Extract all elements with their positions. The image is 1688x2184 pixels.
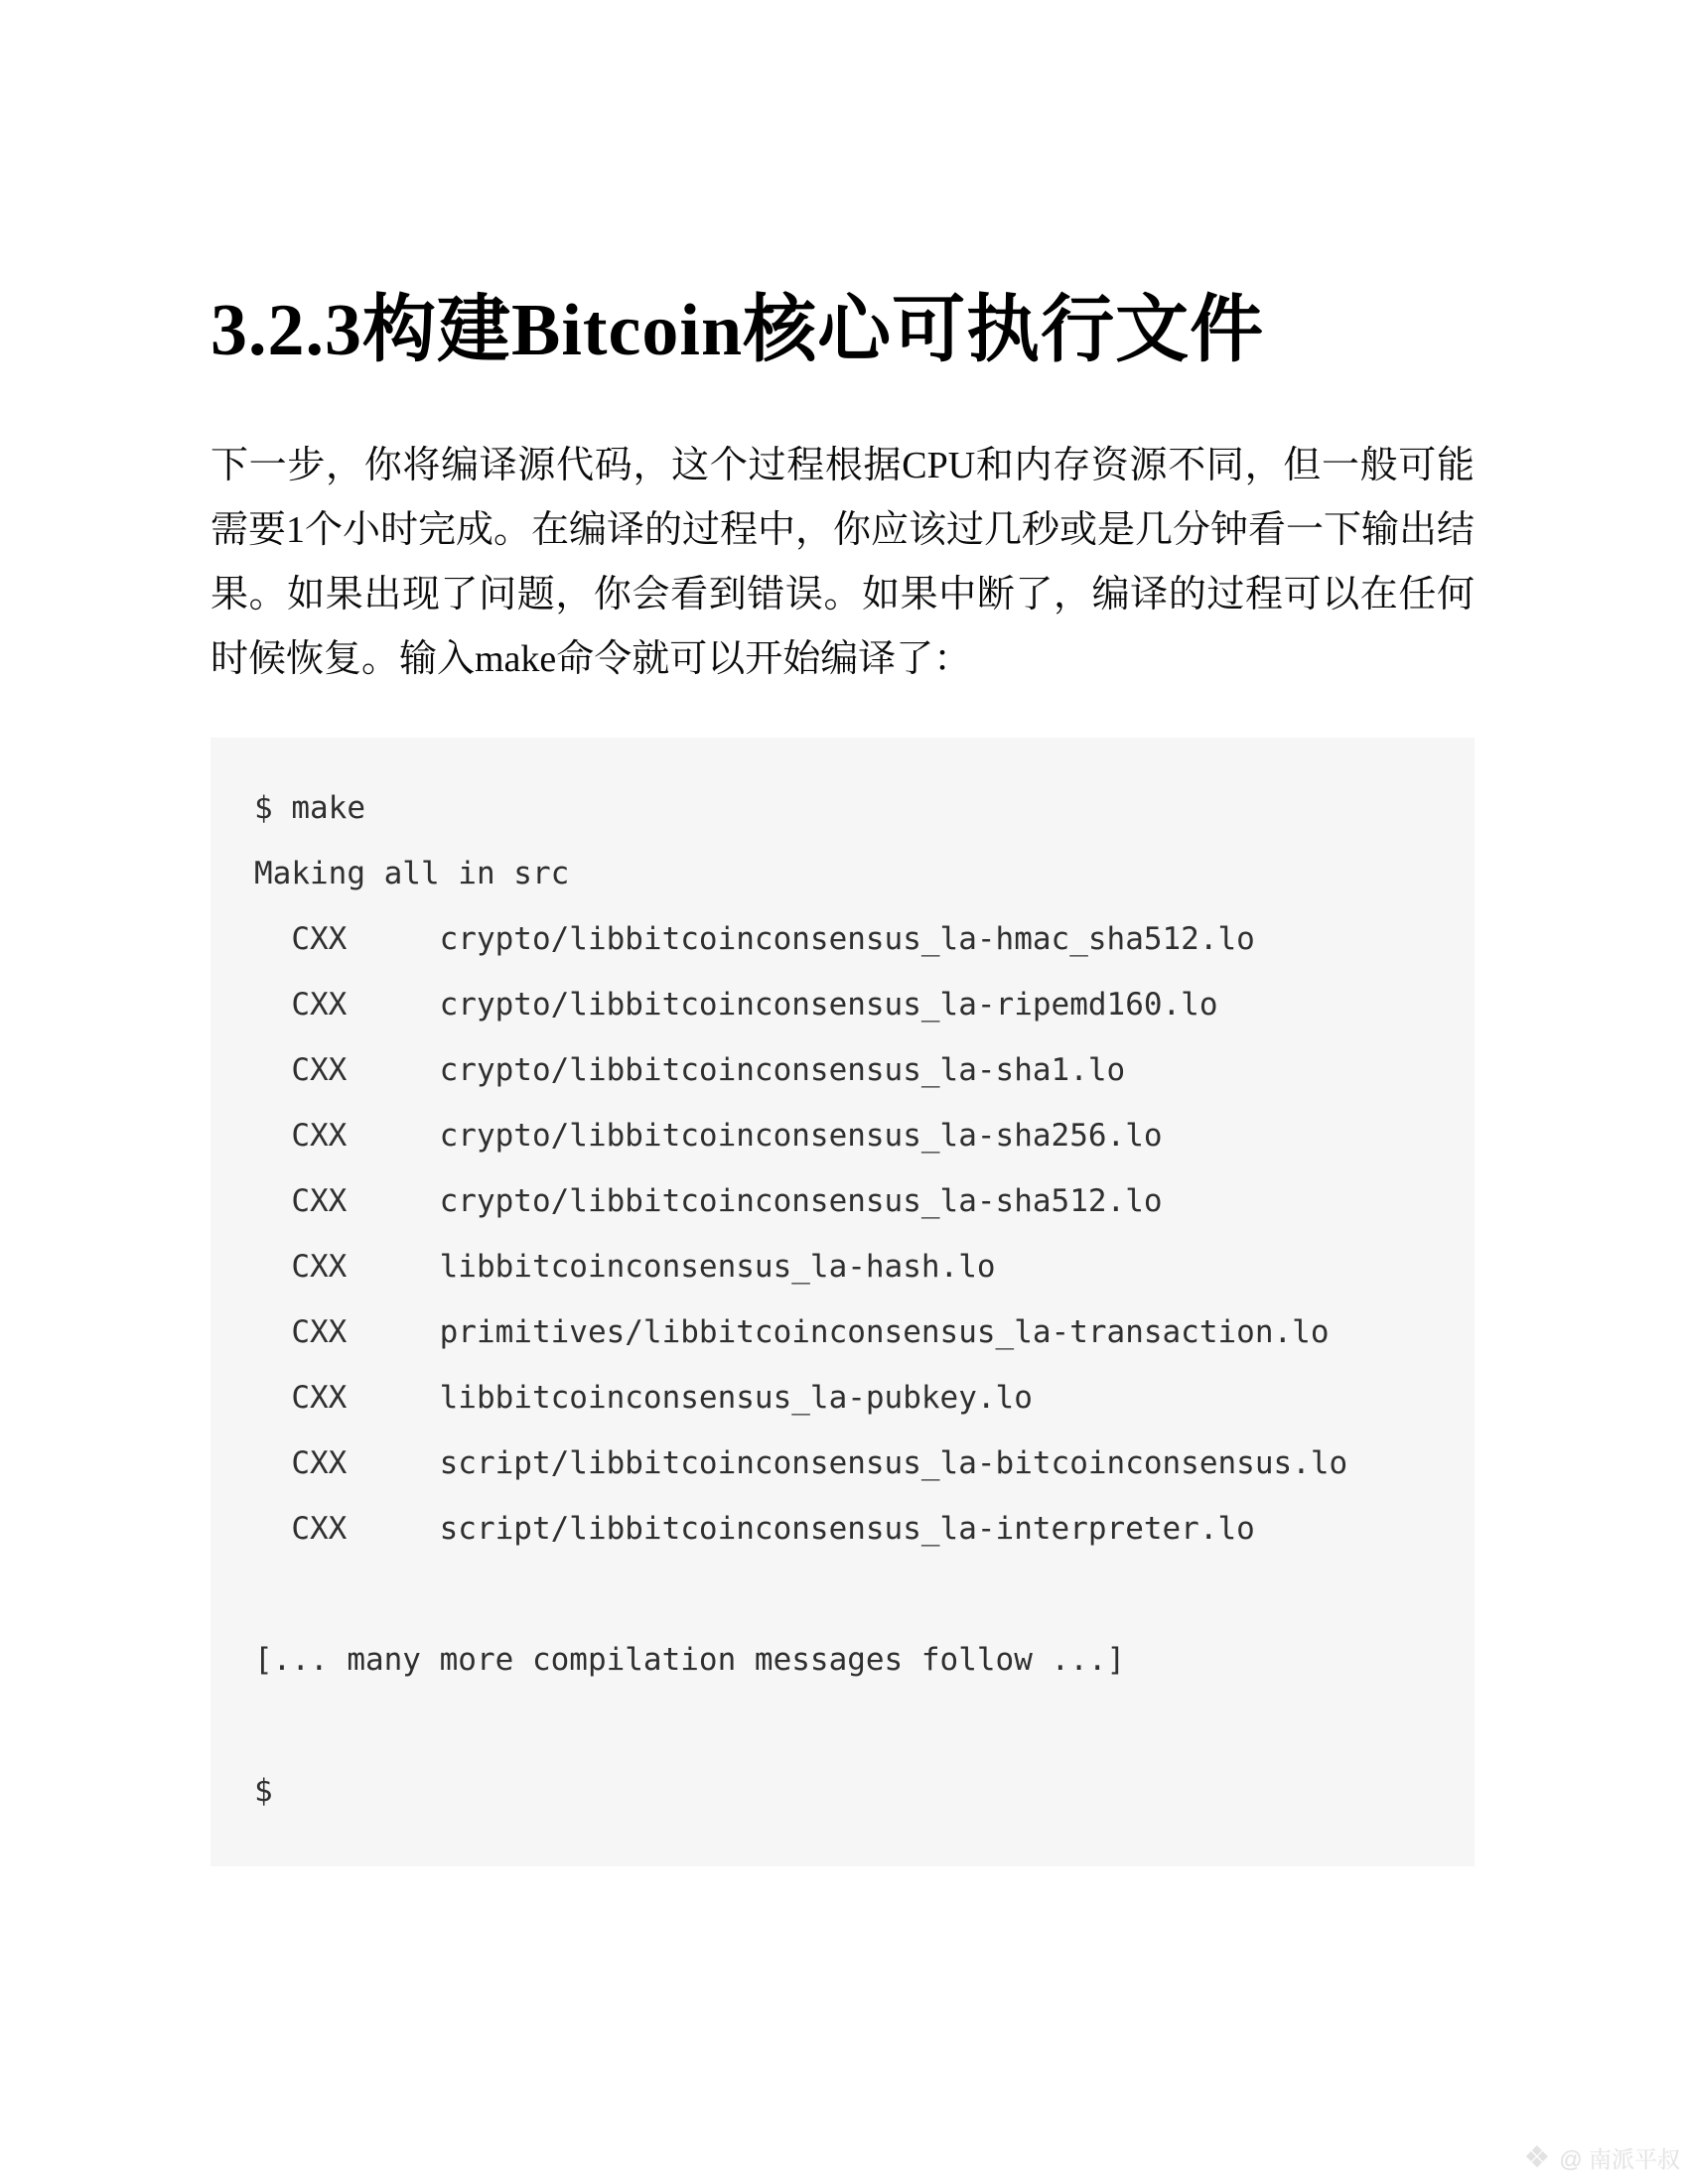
code-line: CXX crypto/libbitcoinconsensus_la-hmac_sha512.lo — [254, 921, 1255, 958]
code-line: CXX crypto/libbitcoinconsensus_la-sha512.lo — [254, 1183, 1163, 1220]
code-line — [254, 1693, 1435, 1758]
code-line: CXX crypto/libbitcoinconsensus_la-ripemd160.lo — [254, 987, 1218, 1024]
code-block — [211, 738, 1475, 1866]
watermark-text: @ 南派平叔 — [1559, 2146, 1680, 2172]
code-line: CXX script/libbitcoinconsensus_la-bitcoinconsensus.lo — [254, 1445, 1348, 1482]
code-line: CXX libbitcoinconsensus_la-hash.lo — [254, 1249, 996, 1286]
body-paragraph: 下一步，你将编译源代码，这个过程根据CPU和内存资源不同，但一般可能需要1个小时完成。在编译的过程中，你应该过几秒或是几分钟看一下输出结果。如果出现了问题，你会看到错误。如果中断了，编译的过程可以在任何时候恢复。输入make命令就可以开始编译了： — [211, 445, 1476, 681]
code-line: $ make — [254, 790, 365, 827]
code-line: CXX crypto/libbitcoinconsensus_la-sha256.lo — [254, 1118, 1163, 1155]
code-line: CXX crypto/libbitcoinconsensus_la-sha1.lo — [254, 1052, 1126, 1089]
diamond-logo-icon: ❖ — [1523, 2140, 1551, 2174]
code-line: CXX script/libbitcoinconsensus_la-interpreter.lo — [254, 1511, 1255, 1548]
code-line: [... many more compilation messages follow ...] — [254, 1642, 1126, 1679]
code-line: CXX primitives/libbitcoinconsensus_la-transaction.lo — [254, 1314, 1330, 1351]
code-line: $ — [254, 1773, 273, 1810]
code-line: Making all in src — [254, 856, 570, 892]
section-heading: 3.2.3构建Bitcoin核心可执行文件 — [211, 290, 1265, 371]
code-line: CXX libbitcoinconsensus_la-pubkey.lo — [254, 1380, 1033, 1417]
code-line — [254, 1562, 1435, 1627]
watermark — [1523, 2141, 1680, 2174]
